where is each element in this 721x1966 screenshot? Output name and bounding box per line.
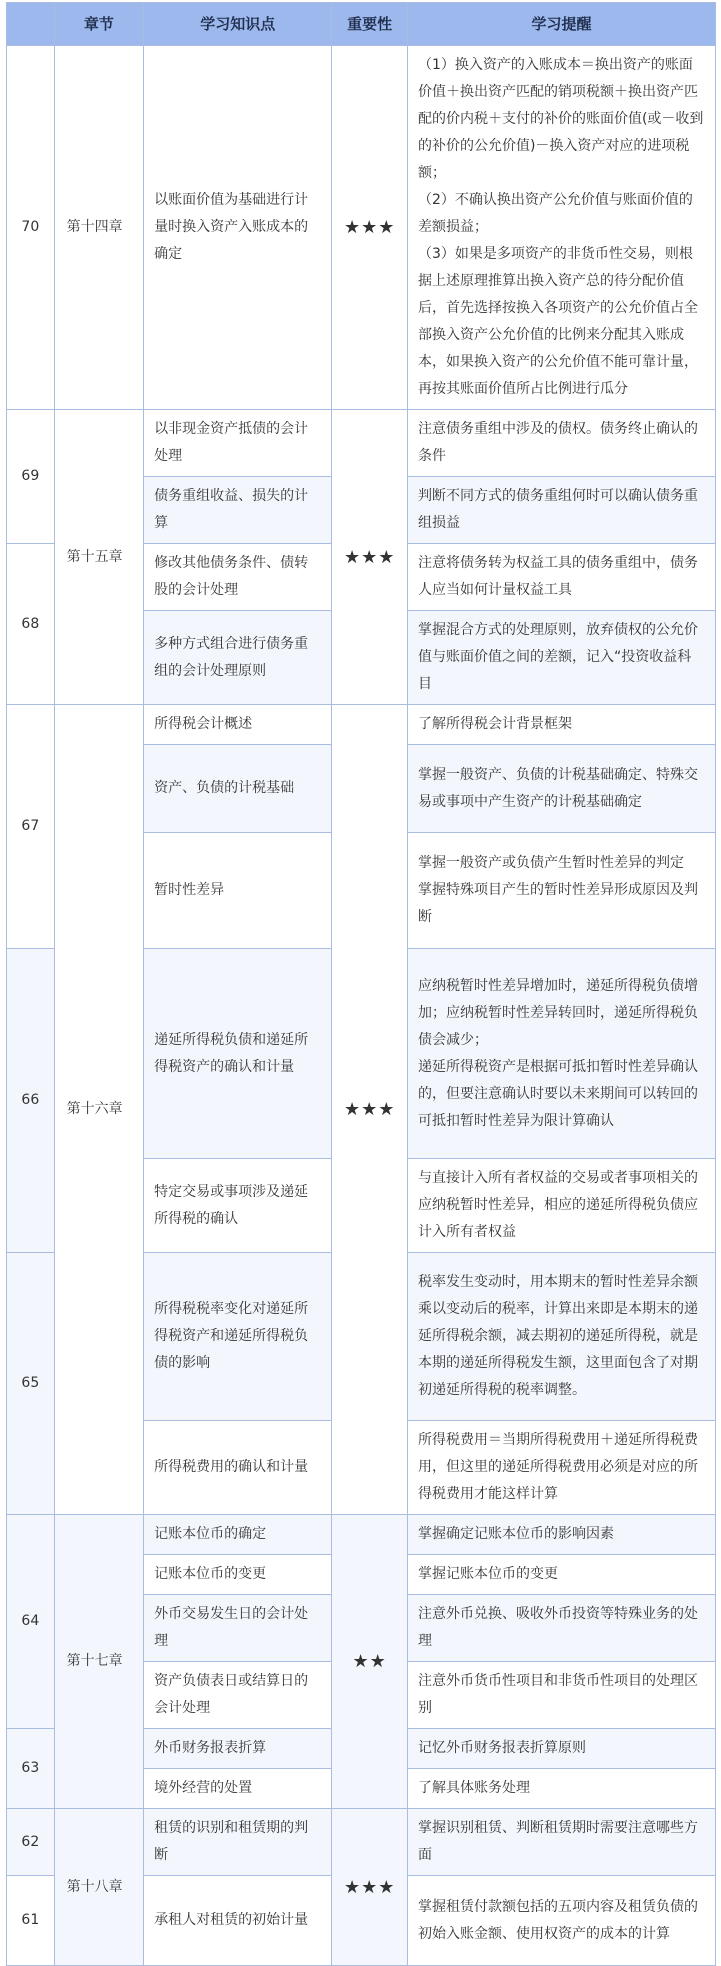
header-importance: 重要性 (332, 3, 408, 46)
importance-stars: ★★★ (332, 705, 408, 1515)
tip-line: 掌握租赁付款额包括的五项内容及租赁负债的初始入账金额、使用权资产的成本的计算 (417, 1898, 698, 1942)
tip-line: 了解所得税会计背景框架 (417, 716, 572, 732)
header-chapter: 章节 (54, 3, 143, 46)
study-tip (407, 544, 715, 611)
knowledge-point: 多种方式组合进行债务重组的会计处理原则 (144, 611, 332, 705)
tip-line: 与直接计入所有者权益的交易或者事项相关的应纳税暂时性差异，相应的递延所得税负债应计入所有者权益 (417, 1170, 698, 1240)
chapter-name: 第十四章 (54, 46, 143, 410)
knowledge-point: 所得税会计概述 (144, 705, 332, 745)
study-tip (407, 611, 715, 705)
table-row (7, 705, 716, 745)
knowledge-point: 记账本位币的确定 (144, 1515, 332, 1555)
tip-line: 掌握记账本位币的变更 (417, 1566, 558, 1582)
header-row (7, 3, 716, 46)
importance-stars: ★★★ (332, 46, 408, 410)
tip-line: 掌握特殊项目产生的暂时性差异形成原因及判断 (417, 882, 698, 925)
tip-line: 税率发生变动时，用本期末的暂时性差异余额乘以变动后的税率，计算出来即是本期末的递延所得税余额，减去期初的递延所得税，就是本期的递延所得税发生额，这里面包含了对期初递延所得税的税率调整。 (417, 1274, 698, 1398)
knowledge-point: 租赁的识别和租赁期的判断 (144, 1809, 332, 1876)
chapter-name: 第十八章 (54, 1809, 143, 1966)
tip-line: （1）换入资产的入账成本＝换出资产的账面价值＋换出资产匹配的销项税额＋换出资产匹配的价内税＋支付的补价的账面价值(或－收到的补价的公允价值)－换入资产对应的进项税额； (417, 57, 704, 181)
knowledge-point: 修改其他债务条件、债转股的会计处理 (144, 544, 332, 611)
study-tip (407, 46, 715, 410)
knowledge-point: 记账本位币的变更 (144, 1555, 332, 1595)
knowledge-point: 债务重组收益、损失的计算 (144, 477, 332, 544)
tip-line: 掌握一般资产、负债的计税基础确定、特殊交易或事项中产生资产的计税基础确定 (417, 766, 698, 810)
study-tip (407, 1253, 715, 1421)
header-knowledge-point: 学习知识点 (144, 3, 332, 46)
day-number: 63 (7, 1729, 55, 1809)
importance-stars: ★★ (332, 1515, 408, 1809)
study-tip (407, 745, 715, 833)
knowledge-point: 外币财务报表折算 (144, 1729, 332, 1769)
table-row (7, 46, 716, 410)
study-tip (407, 705, 715, 745)
study-tip (407, 410, 715, 477)
header-study-tips: 学习提醒 (407, 3, 715, 46)
knowledge-point: 承租人对租赁的初始计量 (144, 1876, 332, 1966)
study-tip (407, 1515, 715, 1555)
knowledge-point: 递延所得税负债和递延所得税资产的确认和计量 (144, 949, 332, 1159)
tip-line: 记忆外币财务报表折算原则 (417, 1740, 586, 1756)
knowledge-point: 特定交易或事项涉及递延所得税的确认 (144, 1159, 332, 1253)
tip-line: 注意债务重组中涉及的债权。债务终止确认的条件 (417, 421, 698, 464)
knowledge-point: 外币交易发生日的会计处理 (144, 1595, 332, 1662)
knowledge-point: 以非现金资产抵债的会计处理 (144, 410, 332, 477)
knowledge-point: 境外经营的处置 (144, 1769, 332, 1809)
tip-line: 递延所得税资产是根据可抵扣暂时性差异确认的，但要注意确认时要以未来期间可以转回的可抵扣暂时性差异为限计算确认 (417, 1058, 698, 1129)
study-tip (407, 1729, 715, 1769)
day-number: 70 (7, 46, 55, 410)
chapter-name: 第十五章 (54, 410, 143, 705)
knowledge-point: 资产负债表日或结算日的会计处理 (144, 1662, 332, 1729)
header-day (7, 3, 55, 46)
study-tip (407, 833, 715, 949)
tip-line: 注意将债务转为权益工具的债务重组中，债务人应当如何计量权益工具 (417, 555, 698, 598)
tip-line: 所得税费用＝当期所得税费用＋递延所得税费用，但这里的递延所得税费用必须是对应的所得税费用才能这样计算 (417, 1432, 698, 1502)
study-tip (407, 1421, 715, 1515)
study-tip (407, 949, 715, 1159)
study-tip (407, 1876, 715, 1966)
day-number: 61 (7, 1876, 55, 1966)
tip-line: 应纳税暂时性差异增加时，递延所得税负债增加；应纳税暂时性差异转回时，递延所得税负债会减少； (417, 977, 698, 1048)
tip-line: 判断不同方式的债务重组何时可以确认债务重组损益 (417, 488, 698, 531)
day-number: 67 (7, 705, 55, 949)
table-row (7, 1515, 716, 1555)
study-tip (407, 1159, 715, 1253)
study-plan-table (6, 2, 716, 1966)
tip-line: 了解具体账务处理 (417, 1780, 530, 1796)
study-tip (407, 1662, 715, 1729)
tip-line: （2）不确认换出资产公允价值与账面价值的差额损益； (417, 192, 693, 235)
tip-line: 掌握确定记账本位币的影响因素 (417, 1526, 614, 1542)
study-tip (407, 1769, 715, 1809)
tip-line: 注意外币兑换、吸收外币投资等特殊业务的处理 (417, 1606, 698, 1649)
study-tip (407, 1595, 715, 1662)
study-tip (407, 1809, 715, 1876)
chapter-name: 第十七章 (54, 1515, 143, 1809)
day-number: 66 (7, 949, 55, 1253)
table-row (7, 1809, 716, 1876)
knowledge-point: 所得税费用的确认和计量 (144, 1421, 332, 1515)
study-tip (407, 1555, 715, 1595)
day-number: 65 (7, 1253, 55, 1515)
tip-line: 注意外币货币性项目和非货币性项目的处理区别 (417, 1673, 698, 1716)
knowledge-point: 资产、负债的计税基础 (144, 745, 332, 833)
importance-stars: ★★★ (332, 1809, 408, 1966)
chapter-name: 第十六章 (54, 705, 143, 1515)
knowledge-point: 以账面价值为基础进行计量时换入资产入账成本的确定 (144, 46, 332, 410)
tip-line: （3）如果是多项资产的非货币性交易，则根据上述原理推算出换入资产总的待分配价值后，首先选择按换入各项资产的公允价值占全部换入资产公允价值的比例来分配其入账成本，如果换入资产的公允价值不能可靠计量，再按其账面价值所占比例进行瓜分 (417, 246, 698, 397)
tip-line: 掌握混合方式的处理原则，放弃债权的公允价值与账面价值之间的差额，记入“投资收益科目 (417, 622, 698, 692)
knowledge-point: 暂时性差异 (144, 833, 332, 949)
study-tip (407, 477, 715, 544)
tip-line: 掌握识别租赁、判断租赁期时需要注意哪些方面 (417, 1820, 698, 1863)
tip-line: 掌握一般资产或负债产生暂时性差异的判定 (417, 855, 684, 871)
day-number: 68 (7, 544, 55, 705)
importance-stars: ★★★ (332, 410, 408, 705)
day-number: 64 (7, 1515, 55, 1729)
day-number: 62 (7, 1809, 55, 1876)
knowledge-point: 所得税税率变化对递延所得税资产和递延所得税负债的影响 (144, 1253, 332, 1421)
day-number: 69 (7, 410, 55, 544)
table-row (7, 410, 716, 477)
